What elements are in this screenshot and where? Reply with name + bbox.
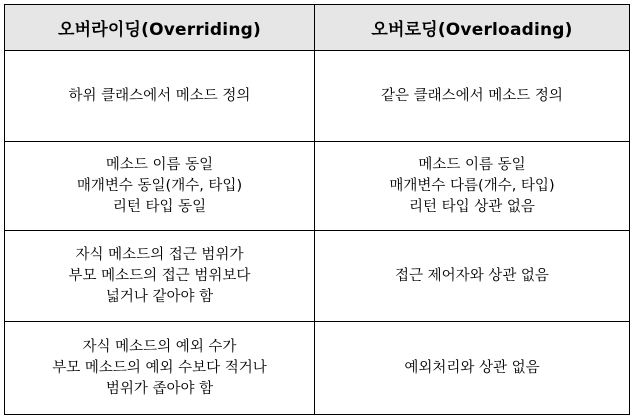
cell-line: 넓거나 같아야 함: [105, 288, 214, 305]
comparison-table: [4, 4, 630, 415]
cell-line: 자식 메소드의 접근 범위가: [75, 246, 244, 263]
cell-line: 리턴 타입 상관 없음: [409, 198, 535, 215]
overriding-cell: [5, 51, 315, 142]
overriding-cell: [5, 231, 315, 322]
overloading-cell: [315, 231, 630, 322]
cell-line: 부모 메소드의 예외 수보다 적거나: [52, 359, 267, 376]
overloading-cell: [315, 322, 630, 415]
cell-line: 범위가 좁아야 함: [105, 380, 214, 397]
cell-line: 하위 클래스에서 메소드 정의: [68, 87, 251, 104]
header-overriding: 오버라이딩(Overriding): [5, 5, 315, 51]
cell-line: 같은 클래스에서 메소드 정의: [381, 87, 563, 104]
cell-line: 부모 메소드의 접근 범위보다: [68, 267, 251, 284]
table-row: [5, 322, 630, 415]
table-row: [5, 231, 630, 322]
overloading-cell: [315, 142, 630, 231]
cell-line: 예외처리와 상관 없음: [404, 359, 540, 376]
overriding-cell: [5, 142, 315, 231]
cell-line: 리턴 타입 동일: [112, 198, 207, 215]
overloading-cell: [315, 51, 630, 142]
table-row: [5, 51, 630, 142]
table-row: [5, 142, 630, 231]
cell-line: 매개변수 다름(개수, 타입): [389, 177, 555, 194]
cell-line: 접근 제어자와 상관 없음: [395, 267, 549, 284]
cell-line: 메소드 이름 동일: [418, 156, 526, 173]
cell-line: 메소드 이름 동일: [105, 156, 214, 173]
cell-line: 매개변수 동일(개수, 타입): [76, 177, 243, 194]
header-overloading: 오버로딩(Overloading): [315, 5, 630, 51]
overriding-cell: [5, 322, 315, 415]
cell-line: 자식 메소드의 예외 수가: [82, 338, 237, 355]
table-header-row: [5, 5, 630, 51]
